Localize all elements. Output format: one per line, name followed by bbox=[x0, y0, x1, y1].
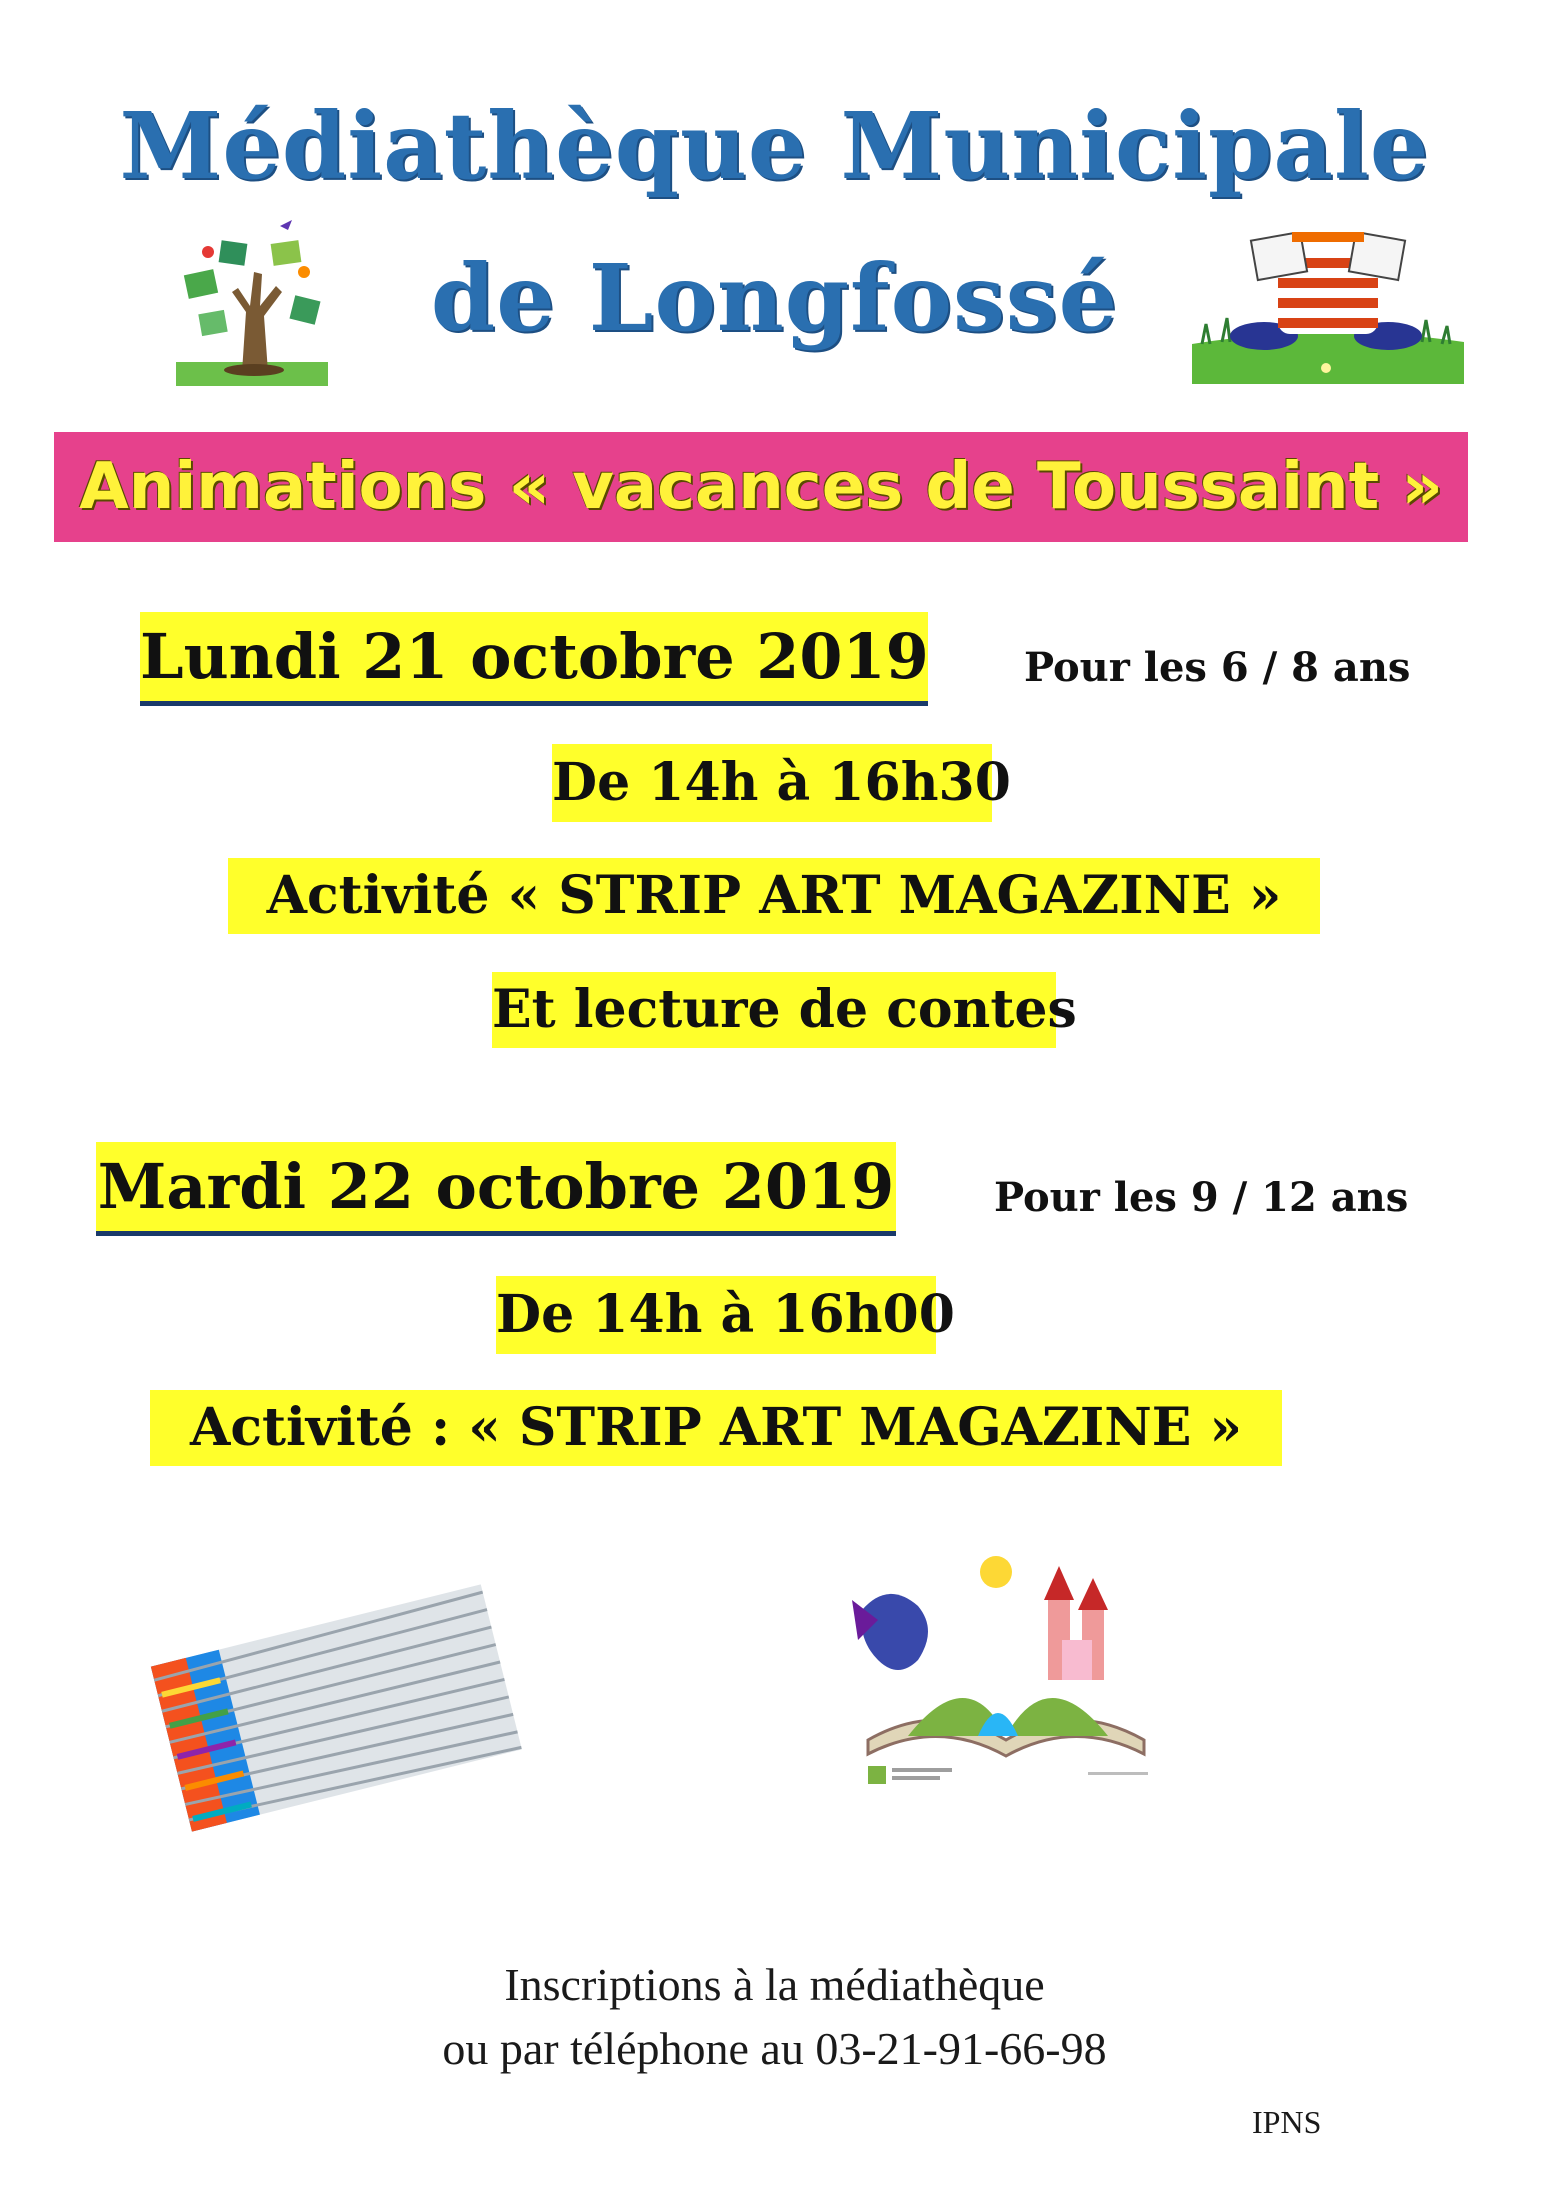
child-reading-icon bbox=[1192, 232, 1464, 384]
fairytale-book-image bbox=[848, 1540, 1164, 1802]
footer-phone: ou par téléphone au 03-21-91-66-98 bbox=[442, 2023, 1107, 2074]
event-age-tuesday: Pour les 9 / 12 ans bbox=[994, 1174, 1409, 1221]
magazine-stack-image bbox=[130, 1558, 534, 1856]
page-subtitle: de Longfossé bbox=[430, 244, 1119, 352]
event-date-monday: Lundi 21 octobre 2019 bbox=[140, 612, 928, 706]
event-date-tuesday: Mardi 22 octobre 2019 bbox=[96, 1142, 896, 1236]
event-age-monday: Pour les 6 / 8 ans bbox=[1024, 644, 1411, 691]
event-extra-monday: Et lecture de contes bbox=[492, 972, 1056, 1048]
banner-title: Animations « vacances de Toussaint » bbox=[79, 450, 1443, 524]
event-activity-monday: Activité « STRIP ART MAGAZINE » bbox=[228, 858, 1320, 934]
page-title: Médiathèque Municipale bbox=[119, 92, 1430, 200]
footer-registration: Inscriptions à la médiathèque bbox=[504, 1959, 1045, 2010]
event-time-tuesday: De 14h à 16h00 bbox=[496, 1276, 936, 1354]
footer-ipns: IPNS bbox=[1252, 2104, 1322, 2140]
event-time-monday: De 14h à 16h30 bbox=[552, 744, 992, 822]
event-activity-tuesday: Activité : « STRIP ART MAGAZINE » bbox=[150, 1390, 1282, 1466]
book-tree-icon bbox=[172, 212, 332, 392]
